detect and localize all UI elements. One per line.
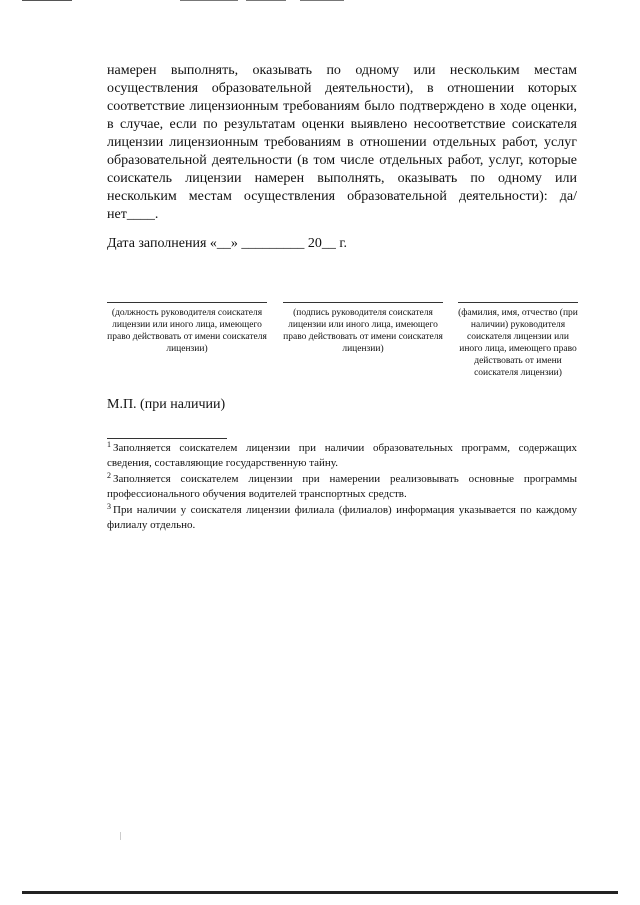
top-edge-rule [22,0,72,1]
footnote-1 [107,441,577,471]
footnote-text: Заполняется соискателем лицензии при намерении реализовывать основные программы профессионального обучения водителей транспортных средств. [107,473,577,500]
footnote-mark: 2 [107,471,111,480]
name-caption: (фамилия, имя, отчество (при наличии) руководителя соискателя лицензии или иного лица, имеющего право действовать от имени соискателя лицензии) [458,308,578,378]
footnote-mark: 1 [107,440,111,449]
footnote-2 [107,472,577,502]
bottom-edge-bar [22,891,618,894]
footnotes [107,441,577,534]
signature-block-name [458,302,578,379]
footnote-separator [107,438,227,439]
top-edge-fragment [300,0,344,1]
name-signature-line [458,302,578,303]
position-signature-line [107,302,267,303]
signature-line [283,302,443,303]
fill-date-line: Дата заполнения «__» _________ 20__ г. [107,236,348,251]
top-edge-fragment [180,0,238,1]
body-paragraph: намерен выполнять, оказывать по одному или нескольким местам осуществления образовательной деятельности), в отношении которых соответствие лицензионным требованиям было подтверждено в ходе оценки, в случае, если по результатам оценки выявлено несоответствие соискателя лицензии лицензионным требованиям в отношении отдельных работ, услуг образовательной деятельности (в том числе отдельных работ, услуг, которые соискатель лицензии намерен выполнять, оказывать по одному или нескольким местам осуществления образовательной деятельности): да/нет____. [107,63,577,222]
position-caption: (должность руководителя соискателя лицензии или иного лица, имеющего право действовать от имени соискателя лицензии) [107,308,267,354]
footnote-3 [107,503,577,533]
signature-caption: (подпись руководителя соискателя лицензии или иного лица, имеющего право действовать от имени соискателя лицензии) [283,308,443,354]
stamp-label: М.П. (при наличии) [107,397,226,412]
footnote-text: Заполняется соискателем лицензии при наличии образовательных программ, содержащих сведения, составляющие государственную тайну. [107,442,577,469]
signature-block-position [107,302,267,355]
footnote-text: При наличии у соискателя лицензии филиала (филиалов) информация указывается по каждому филиалу отдельно. [107,504,577,531]
signature-block-signature [283,302,443,355]
scan-artifact [120,832,121,840]
top-edge-fragment [246,0,286,1]
footnote-mark: 3 [107,502,111,511]
